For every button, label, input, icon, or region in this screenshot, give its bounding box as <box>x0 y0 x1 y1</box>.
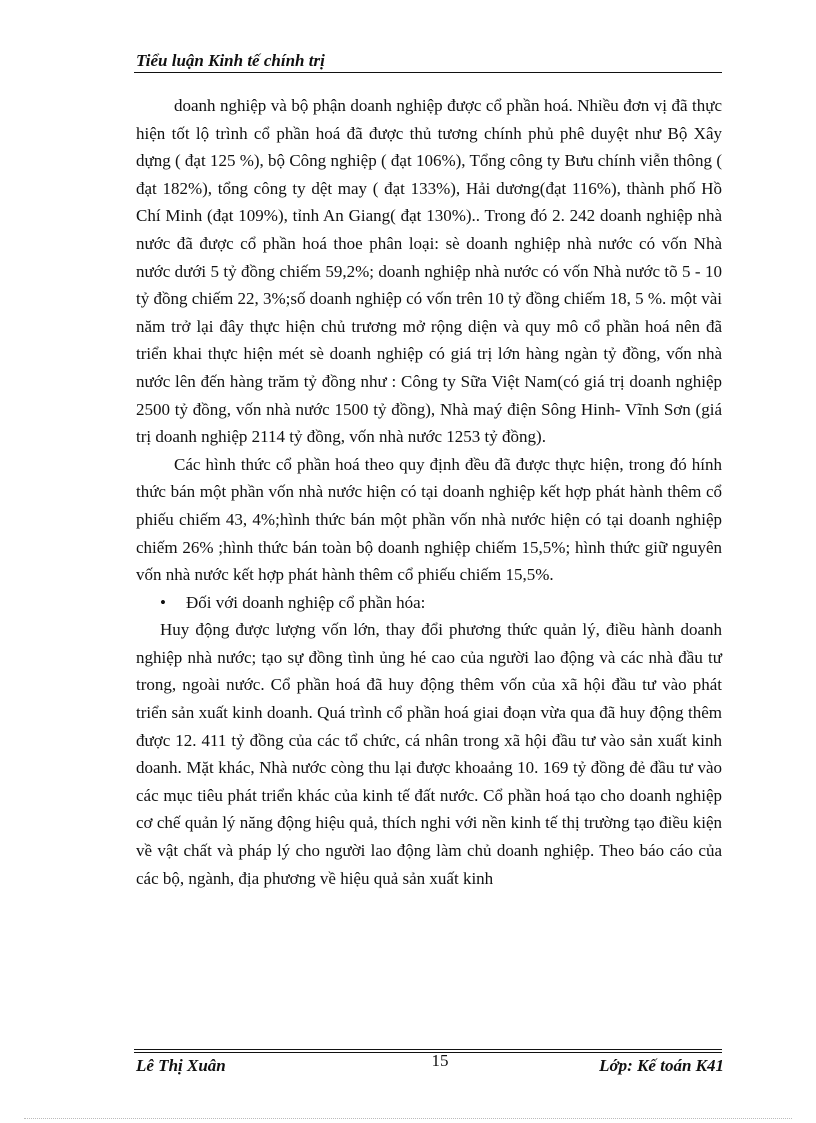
page-dotted-border <box>24 1118 792 1119</box>
footer-class-label: Lớp: Kế toán K41 <box>599 1056 724 1075</box>
paragraph-3: Huy động được lượng vốn lớn, thay đổi phương thức quản lý, điều hành doanh nghiệp nhà nước; tạo sự đồng tình ủng hé cao của người lao động và các nhà đầu tư trong, ngoài nước. Cổ phần hoá đã huy động thêm vốn của xã hội đầu tư vào phát triển sản xuất kinh doanh. Quá trình cổ phần hoá giai đoạn vừa qua đã huy động thêm được 12. 411 tỷ đồng của các tổ chức, cá nhân trong xã hội đầu tư vào sản xuất kinh doanh. Mặt khác, Nhà nước còng thu lại được khoaảng 10. 169 tỷ đồng đẻ đầu tư vào các mục tiêu phát triển khác của kinh tế đất nước. Cổ phần hoá tạo cho doanh nghiệp cơ chế quản lý năng động hiệu quả, thích nghi với nền kinh tế thị trường tạo điều kiện về vật chất và pháp lý cho người lao động làm chủ doanh nghiệp. Theo báo cáo của các bộ, ngành, địa phương về hiệu quả sản xuất kinh <box>136 620 722 888</box>
footer-rule <box>134 1049 722 1050</box>
bullet-text: Đối với doanh nghiệp cổ phần hóa: <box>186 592 426 612</box>
body-text <box>136 92 722 892</box>
header-title: Tiểu luận Kinh tế chính trị <box>136 51 325 70</box>
paragraph-1: doanh nghiệp và bộ phận doanh nghiệp được cổ phần hoá. Nhiều đơn vị đã thực hiện tốt lộ trình cổ phần hoá đã được thủ tương chính phủ phê duyệt như Bộ Xây dựng ( đạt 125 %), bộ Công nghiệp ( đạt 106%), Tổng công ty Bưu chính viễn thông ( đạt 182%), tổng công ty dệt may ( đạt 133%), Hải dương(đạt 116%), thành phố Hồ Chí Minh (đạt 109%), tỉnh An Giang( đạt 130%).. Trong đó 2. 242 doanh nghiệp nhà nước đã được cổ phần hoá thoe phân loại: sè doanh nghiệp nhà nước có vốn Nhà nước dưới 5 tỷ đồng chiếm 59,2%; doanh nghiệp nhà nước có vốn Nhà nước tõ 5 - 10 tỷ đồng chiếm 22, 3%;số doanh nghiệp có vốn trên 10 tỷ đồng chiếm 18, 5 %. một vài năm trở lại đây thực hiện chủ trương mở rộng diện và quy mô cổ phần hoá nên đã triển khai thực hiện mét sè doanh nghiệp có giá trị lớn hàng ngàn tỷ đồng, vốn nhà nước lên đến hàng trăm tỷ đồng như : Công ty Sữa Việt Nam(có giá trị doanh nghiệp 2500 tỷ đồng, vốn nhà nước 1500 tỷ đồng), Nhà maý điện Sông Hinh- Vĩnh Sơn (giá trị doanh nghiệp 2114 tỷ đồng, vốn nhà nước 1253 tỷ đồng). <box>136 96 722 447</box>
header-rule <box>134 72 722 73</box>
bullet-item <box>136 589 722 617</box>
paragraph-2: Các hình thức cổ phần hoá theo quy định đều đã được thực hiện, trong đó hính thức bán một phần vốn nhà nước hiện có tại doanh nghiệp kết hợp phát hành thêm cổ phiếu chiếm 43, 4%;hình thức bán một phần vốn nhà nước hiện có tại doanh nghiệp chiếm 26% ;hình thức bán toàn bộ doanh nghiệp chiếm 15,5%; hình thức giữ nguyên vốn nhà nước kết hợp phát hành thêm cổ phiếu chiếm 15,5%. <box>136 454 722 585</box>
page-number: 15 <box>431 1051 449 1070</box>
footer-author: Lê Thị Xuân <box>136 1056 226 1075</box>
bullet-icon: • <box>160 592 166 612</box>
